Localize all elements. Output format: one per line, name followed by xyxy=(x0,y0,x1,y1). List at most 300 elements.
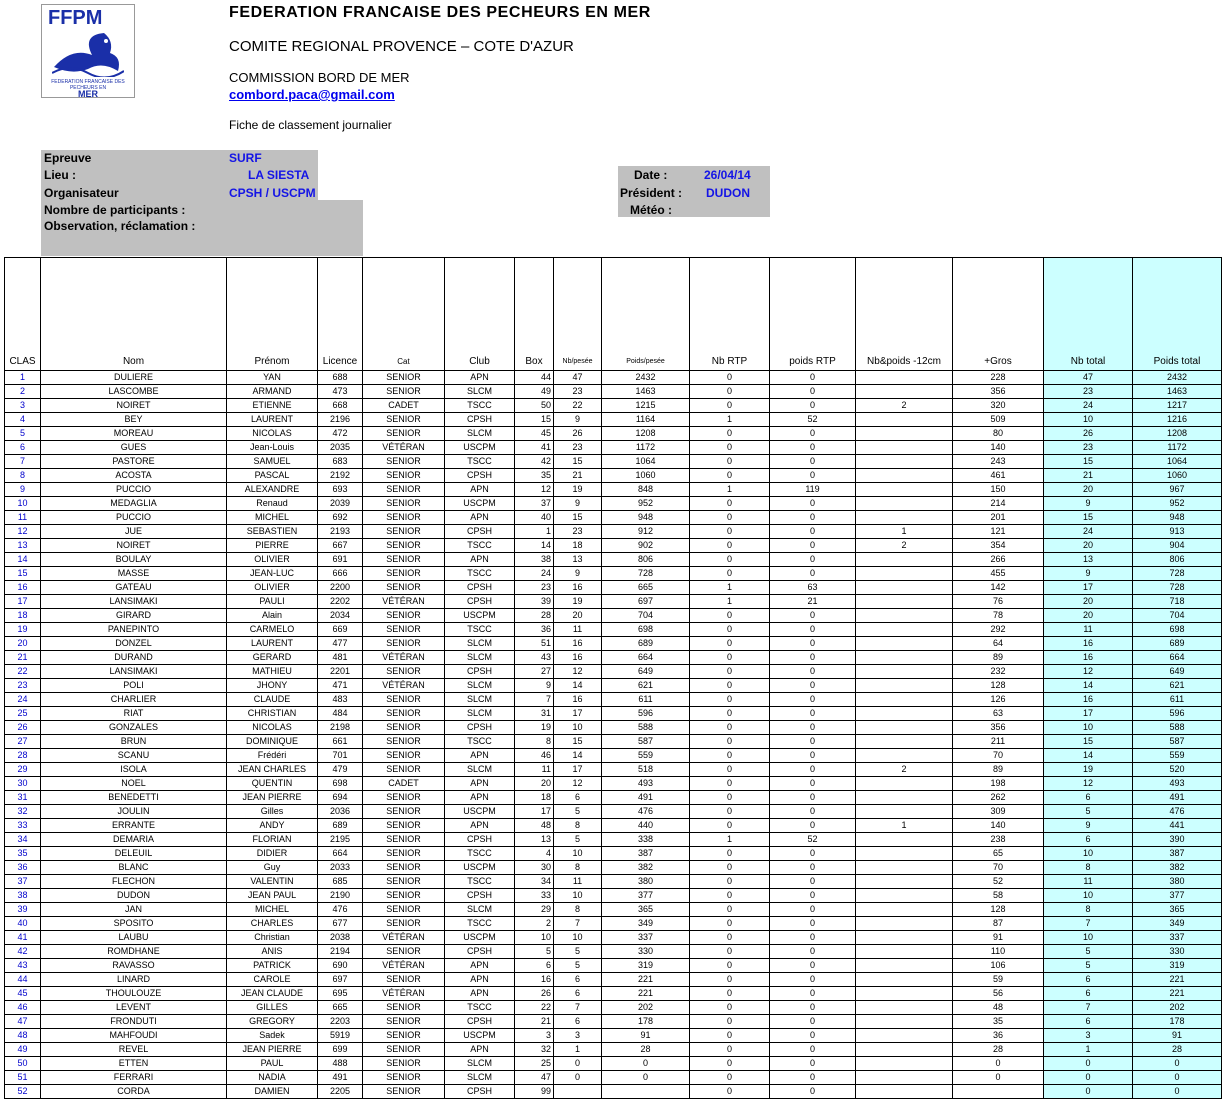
cell-prenom: NICOLAS xyxy=(227,721,318,735)
cell-poids-total: 664 xyxy=(1133,651,1222,665)
table-row xyxy=(5,371,1222,385)
col-poids-rtp: poids RTP xyxy=(770,258,856,371)
cell-clas: 7 xyxy=(5,455,41,469)
cell-cat: SENIOR xyxy=(363,763,445,777)
cell-nb-poids-12cm xyxy=(856,1001,953,1015)
cell-gros: 232 xyxy=(953,665,1044,679)
cell-poids-total: 806 xyxy=(1133,553,1222,567)
cell-box: 35 xyxy=(515,469,554,483)
cell-club: APN xyxy=(445,553,515,567)
cell-poids-rtp: 0 xyxy=(770,441,856,455)
cell-poids-rtp: 0 xyxy=(770,749,856,763)
cell-nb-rtp: 0 xyxy=(690,1057,770,1071)
cell-licence: 2195 xyxy=(318,833,363,847)
cell-box: 17 xyxy=(515,805,554,819)
cell-nb-total: 47 xyxy=(1044,371,1133,385)
cell-nb-rtp: 0 xyxy=(690,1043,770,1057)
cell-club: CPSH xyxy=(445,721,515,735)
cell-gros: 80 xyxy=(953,427,1044,441)
cell-poids-pesee xyxy=(602,1085,690,1099)
cell-licence: 2205 xyxy=(318,1085,363,1099)
cell-nb-pesee xyxy=(554,1085,602,1099)
cell-nb-rtp: 0 xyxy=(690,609,770,623)
cell-cat: SENIOR xyxy=(363,805,445,819)
cell-clas: 13 xyxy=(5,539,41,553)
cell-cat: SENIOR xyxy=(363,889,445,903)
cell-licence: 2196 xyxy=(318,413,363,427)
cell-nb-poids-12cm xyxy=(856,679,953,693)
cell-clas: 11 xyxy=(5,511,41,525)
cell-licence: 2201 xyxy=(318,665,363,679)
cell-poids-total: 202 xyxy=(1133,1001,1222,1015)
cell-clas: 20 xyxy=(5,637,41,651)
cell-poids-rtp: 0 xyxy=(770,861,856,875)
cell-clas: 18 xyxy=(5,609,41,623)
cell-box: 1 xyxy=(515,525,554,539)
cell-prenom: JEAN PAUL xyxy=(227,889,318,903)
table-row xyxy=(5,1057,1222,1071)
cell-nb-pesee: 10 xyxy=(554,721,602,735)
cell-clas: 28 xyxy=(5,749,41,763)
cell-nb-total: 1 xyxy=(1044,1043,1133,1057)
cell-licence: 688 xyxy=(318,371,363,385)
table-row xyxy=(5,875,1222,889)
cell-gros: 461 xyxy=(953,469,1044,483)
table-row xyxy=(5,385,1222,399)
cell-licence: 698 xyxy=(318,777,363,791)
cell-gros: 48 xyxy=(953,1001,1044,1015)
cell-nom: NOIRET xyxy=(41,539,227,553)
cell-poids-total: 0 xyxy=(1133,1085,1222,1099)
cell-gros: 238 xyxy=(953,833,1044,847)
cell-club: SLCM xyxy=(445,693,515,707)
cell-nom: PANEPINTO xyxy=(41,623,227,637)
cell-poids-rtp: 0 xyxy=(770,399,856,413)
cell-box: 9 xyxy=(515,679,554,693)
cell-nb-total: 19 xyxy=(1044,763,1133,777)
cell-licence: 2033 xyxy=(318,861,363,875)
col-nb-pesee: Nb/pesée xyxy=(554,258,602,371)
cell-gros: 0 xyxy=(953,1071,1044,1085)
cell-cat: CADET xyxy=(363,777,445,791)
cell-poids-rtp: 0 xyxy=(770,525,856,539)
cell-licence: 477 xyxy=(318,637,363,651)
cell-cat: SENIOR xyxy=(363,623,445,637)
cell-box: 19 xyxy=(515,721,554,735)
cell-cat: SENIOR xyxy=(363,861,445,875)
cell-poids-pesee: 649 xyxy=(602,665,690,679)
cell-club: CPSH xyxy=(445,595,515,609)
cell-clas: 23 xyxy=(5,679,41,693)
cell-box: 30 xyxy=(515,861,554,875)
cell-poids-total: 349 xyxy=(1133,917,1222,931)
email-link[interactable]: combord.paca@gmail.com xyxy=(229,87,395,102)
table-row xyxy=(5,637,1222,651)
cell-poids-total: 0 xyxy=(1133,1071,1222,1085)
cell-nb-pesee: 26 xyxy=(554,427,602,441)
cell-gros: 56 xyxy=(953,987,1044,1001)
cell-clas: 27 xyxy=(5,735,41,749)
cell-poids-total: 611 xyxy=(1133,693,1222,707)
cell-clas: 41 xyxy=(5,931,41,945)
cell-box: 12 xyxy=(515,483,554,497)
cell-nb-rtp: 1 xyxy=(690,595,770,609)
cell-nom: RAVASSO xyxy=(41,959,227,973)
cell-clas: 43 xyxy=(5,959,41,973)
cell-cat: VÉTÉRAN xyxy=(363,441,445,455)
cell-nom: FERRARI xyxy=(41,1071,227,1085)
table-row xyxy=(5,805,1222,819)
cell-nom: LAUBU xyxy=(41,931,227,945)
cell-nb-rtp: 0 xyxy=(690,497,770,511)
cell-nb-poids-12cm xyxy=(856,931,953,945)
table-row xyxy=(5,497,1222,511)
cell-club: APN xyxy=(445,1043,515,1057)
cell-poids-pesee: 948 xyxy=(602,511,690,525)
cell-prenom: JHONY xyxy=(227,679,318,693)
cell-nb-pesee: 7 xyxy=(554,1001,602,1015)
cell-poids-pesee: 337 xyxy=(602,931,690,945)
cell-nb-poids-12cm xyxy=(856,805,953,819)
cell-clas: 4 xyxy=(5,413,41,427)
cell-licence: 2190 xyxy=(318,889,363,903)
cell-gros: 91 xyxy=(953,931,1044,945)
cell-prenom: Frédéri xyxy=(227,749,318,763)
cell-cat: SENIOR xyxy=(363,1001,445,1015)
cell-clas: 1 xyxy=(5,371,41,385)
cell-clas: 45 xyxy=(5,987,41,1001)
cell-poids-total: 1216 xyxy=(1133,413,1222,427)
cell-poids-pesee: 587 xyxy=(602,735,690,749)
cell-nom: JUE xyxy=(41,525,227,539)
cell-clas: 21 xyxy=(5,651,41,665)
cell-nom: CHARLIER xyxy=(41,693,227,707)
cell-poids-rtp: 0 xyxy=(770,553,856,567)
cell-nb-total: 10 xyxy=(1044,721,1133,735)
cell-poids-rtp: 0 xyxy=(770,623,856,637)
cell-nb-poids-12cm xyxy=(856,1029,953,1043)
table-row xyxy=(5,707,1222,721)
cell-gros: 356 xyxy=(953,721,1044,735)
cell-prenom: CHARLES xyxy=(227,917,318,931)
cell-nb-pesee: 10 xyxy=(554,889,602,903)
table-row xyxy=(5,581,1222,595)
cell-nb-poids-12cm xyxy=(856,749,953,763)
cell-nb-poids-12cm xyxy=(856,959,953,973)
cell-nb-pesee: 9 xyxy=(554,413,602,427)
table-row xyxy=(5,455,1222,469)
cell-nb-rtp: 0 xyxy=(690,903,770,917)
table-row xyxy=(5,777,1222,791)
cell-poids-rtp: 0 xyxy=(770,735,856,749)
cell-poids-rtp: 0 xyxy=(770,609,856,623)
cell-poids-rtp: 0 xyxy=(770,469,856,483)
cell-nb-total: 6 xyxy=(1044,791,1133,805)
cell-poids-rtp: 0 xyxy=(770,791,856,805)
cell-nb-pesee: 3 xyxy=(554,1029,602,1043)
cell-nb-rtp: 0 xyxy=(690,693,770,707)
cell-nb-pesee: 21 xyxy=(554,469,602,483)
cell-licence: 666 xyxy=(318,567,363,581)
president-label: Président : xyxy=(620,186,683,200)
cell-poids-total: 728 xyxy=(1133,567,1222,581)
cell-nb-total: 0 xyxy=(1044,1085,1133,1099)
cell-club: SLCM xyxy=(445,679,515,693)
table-row xyxy=(5,427,1222,441)
fish-icon xyxy=(52,27,124,77)
cell-nom: FRONDUTI xyxy=(41,1015,227,1029)
col-nb-rtp: Nb RTP xyxy=(690,258,770,371)
cell-cat: SENIOR xyxy=(363,1071,445,1085)
cell-licence: 693 xyxy=(318,483,363,497)
cell-nb-poids-12cm xyxy=(856,847,953,861)
cell-nom: GATEAU xyxy=(41,581,227,595)
cell-nb-total: 7 xyxy=(1044,917,1133,931)
cell-nb-pesee: 23 xyxy=(554,441,602,455)
cell-club: TSCC xyxy=(445,623,515,637)
cell-gros: 59 xyxy=(953,973,1044,987)
cell-club: TSCC xyxy=(445,875,515,889)
cell-cat: SENIOR xyxy=(363,525,445,539)
cell-nom: GONZALES xyxy=(41,721,227,735)
cell-nb-poids-12cm xyxy=(856,427,953,441)
cell-prenom: JEAN-LUC xyxy=(227,567,318,581)
table-row xyxy=(5,483,1222,497)
cell-nb-rtp: 0 xyxy=(690,917,770,931)
cell-clas: 24 xyxy=(5,693,41,707)
cell-prenom: VALENTIN xyxy=(227,875,318,889)
cell-club: CPSH xyxy=(445,665,515,679)
cell-club: SLCM xyxy=(445,651,515,665)
cell-nb-poids-12cm xyxy=(856,553,953,567)
cell-clas: 15 xyxy=(5,567,41,581)
cell-poids-total: 704 xyxy=(1133,609,1222,623)
cell-licence: 694 xyxy=(318,791,363,805)
cell-licence: 685 xyxy=(318,875,363,889)
cell-prenom: CAROLE xyxy=(227,973,318,987)
cell-cat: SENIOR xyxy=(363,721,445,735)
cell-cat: SENIOR xyxy=(363,413,445,427)
cell-poids-pesee: 728 xyxy=(602,567,690,581)
cell-nb-rtp: 0 xyxy=(690,959,770,973)
col-club: Club xyxy=(445,258,515,371)
cell-nb-total: 8 xyxy=(1044,903,1133,917)
cell-poids-rtp: 0 xyxy=(770,1071,856,1085)
cell-box: 11 xyxy=(515,763,554,777)
cell-cat: SENIOR xyxy=(363,385,445,399)
cell-poids-pesee: 493 xyxy=(602,777,690,791)
cell-clas: 52 xyxy=(5,1085,41,1099)
cell-box: 33 xyxy=(515,889,554,903)
cell-nb-poids-12cm xyxy=(856,945,953,959)
table-row xyxy=(5,1015,1222,1029)
cell-poids-rtp: 0 xyxy=(770,805,856,819)
cell-nb-total: 11 xyxy=(1044,623,1133,637)
table-row xyxy=(5,441,1222,455)
cell-nb-rtp: 0 xyxy=(690,553,770,567)
cell-nb-rtp: 0 xyxy=(690,427,770,441)
cell-nb-pesee: 19 xyxy=(554,483,602,497)
cell-nb-rtp: 1 xyxy=(690,833,770,847)
cell-nom: GIRARD xyxy=(41,609,227,623)
cell-poids-pesee: 697 xyxy=(602,595,690,609)
table-row xyxy=(5,861,1222,875)
cell-prenom: FLORIAN xyxy=(227,833,318,847)
cell-nb-total: 14 xyxy=(1044,749,1133,763)
cell-poids-rtp: 0 xyxy=(770,707,856,721)
logo-text: FFPM xyxy=(48,7,103,29)
cell-licence: 683 xyxy=(318,455,363,469)
cell-nb-rtp: 0 xyxy=(690,1085,770,1099)
cell-prenom: MICHEL xyxy=(227,903,318,917)
cell-box: 24 xyxy=(515,567,554,581)
cell-nb-rtp: 0 xyxy=(690,371,770,385)
cell-nb-poids-12cm xyxy=(856,973,953,987)
cell-gros: 228 xyxy=(953,371,1044,385)
cell-nb-total: 9 xyxy=(1044,497,1133,511)
cell-nb-rtp: 0 xyxy=(690,945,770,959)
cell-nb-poids-12cm xyxy=(856,1015,953,1029)
cell-nb-total: 23 xyxy=(1044,385,1133,399)
cell-nb-total: 0 xyxy=(1044,1071,1133,1085)
cell-club: TSCC xyxy=(445,399,515,413)
cell-cat: SENIOR xyxy=(363,581,445,595)
cell-prenom: PAULI xyxy=(227,595,318,609)
cell-clas: 33 xyxy=(5,819,41,833)
cell-poids-rtp: 0 xyxy=(770,917,856,931)
cell-box: 8 xyxy=(515,735,554,749)
cell-clas: 29 xyxy=(5,763,41,777)
cell-poids-rtp: 0 xyxy=(770,875,856,889)
cell-box: 14 xyxy=(515,539,554,553)
cell-poids-rtp: 0 xyxy=(770,1029,856,1043)
cell-poids-pesee: 902 xyxy=(602,539,690,553)
cell-box: 44 xyxy=(515,371,554,385)
cell-box: 26 xyxy=(515,987,554,1001)
cell-poids-pesee: 952 xyxy=(602,497,690,511)
cell-cat: SENIOR xyxy=(363,637,445,651)
cell-nb-total: 16 xyxy=(1044,651,1133,665)
cell-club: APN xyxy=(445,749,515,763)
cell-licence: 483 xyxy=(318,693,363,707)
cell-box: 15 xyxy=(515,413,554,427)
cell-nom: MASSE xyxy=(41,567,227,581)
cell-licence: 2200 xyxy=(318,581,363,595)
cell-nb-poids-12cm xyxy=(856,693,953,707)
table-row xyxy=(5,987,1222,1001)
cell-licence: 661 xyxy=(318,735,363,749)
cell-clas: 42 xyxy=(5,945,41,959)
cell-club: CPSH xyxy=(445,1085,515,1099)
cell-box: 36 xyxy=(515,623,554,637)
cell-poids-pesee: 349 xyxy=(602,917,690,931)
cell-prenom: Alain xyxy=(227,609,318,623)
cell-licence: 479 xyxy=(318,763,363,777)
cell-poids-total: 967 xyxy=(1133,483,1222,497)
cell-nb-rtp: 0 xyxy=(690,399,770,413)
cell-clas: 22 xyxy=(5,665,41,679)
cell-nb-poids-12cm xyxy=(856,1057,953,1071)
cell-prenom: Christian xyxy=(227,931,318,945)
cell-club: APN xyxy=(445,791,515,805)
cell-gros: 140 xyxy=(953,441,1044,455)
cell-nb-poids-12cm xyxy=(856,791,953,805)
table-row xyxy=(5,917,1222,931)
table-row xyxy=(5,1001,1222,1015)
cell-club: CPSH xyxy=(445,945,515,959)
cell-nom: ROMDHANE xyxy=(41,945,227,959)
cell-nb-poids-12cm xyxy=(856,371,953,385)
cell-licence: 701 xyxy=(318,749,363,763)
cell-gros: 0 xyxy=(953,1057,1044,1071)
cell-prenom: Renaud xyxy=(227,497,318,511)
cell-gros: 266 xyxy=(953,553,1044,567)
cell-box: 99 xyxy=(515,1085,554,1099)
col-poids-pesee: Poids/pesée xyxy=(602,258,690,371)
cell-poids-rtp: 0 xyxy=(770,1015,856,1029)
cell-clas: 47 xyxy=(5,1015,41,1029)
col-nom: Nom xyxy=(41,258,227,371)
cell-poids-total: 0 xyxy=(1133,1057,1222,1071)
cell-poids-rtp: 0 xyxy=(770,497,856,511)
cell-club: SLCM xyxy=(445,1057,515,1071)
cell-poids-total: 365 xyxy=(1133,903,1222,917)
cell-box: 2 xyxy=(515,917,554,931)
cell-licence: 677 xyxy=(318,917,363,931)
cell-prenom: DAMIEN xyxy=(227,1085,318,1099)
cell-clas: 30 xyxy=(5,777,41,791)
cell-licence: 2035 xyxy=(318,441,363,455)
cell-nb-total: 20 xyxy=(1044,483,1133,497)
cell-prenom: CLAUDE xyxy=(227,693,318,707)
cell-gros: 65 xyxy=(953,847,1044,861)
cell-poids-pesee: 1164 xyxy=(602,413,690,427)
cell-poids-total: 559 xyxy=(1133,749,1222,763)
cell-gros: 121 xyxy=(953,525,1044,539)
cell-club: USCPM xyxy=(445,1029,515,1043)
cell-nb-pesee: 0 xyxy=(554,1071,602,1085)
cell-gros: 214 xyxy=(953,497,1044,511)
cell-licence: 689 xyxy=(318,819,363,833)
cell-licence: 695 xyxy=(318,987,363,1001)
cell-nb-poids-12cm xyxy=(856,861,953,875)
cell-nb-pesee: 23 xyxy=(554,385,602,399)
cell-licence: 669 xyxy=(318,623,363,637)
cell-prenom: JEAN CHARLES xyxy=(227,763,318,777)
cell-clas: 49 xyxy=(5,1043,41,1057)
cell-nb-total: 16 xyxy=(1044,637,1133,651)
president-value: DUDON xyxy=(706,186,750,200)
cell-poids-total: 337 xyxy=(1133,931,1222,945)
cell-nb-rtp: 0 xyxy=(690,1001,770,1015)
cell-gros: 309 xyxy=(953,805,1044,819)
cell-nb-poids-12cm xyxy=(856,1085,953,1099)
cell-gros: 87 xyxy=(953,917,1044,931)
cell-nb-pesee: 11 xyxy=(554,623,602,637)
cell-prenom: MICHEL xyxy=(227,511,318,525)
cell-clas: 25 xyxy=(5,707,41,721)
cell-licence: 2202 xyxy=(318,595,363,609)
cell-club: APN xyxy=(445,777,515,791)
cell-poids-pesee: 338 xyxy=(602,833,690,847)
cell-poids-rtp: 119 xyxy=(770,483,856,497)
cell-cat: SENIOR xyxy=(363,1029,445,1043)
cell-nb-rtp: 0 xyxy=(690,931,770,945)
cell-cat: SENIOR xyxy=(363,819,445,833)
cell-box: 34 xyxy=(515,875,554,889)
table-row xyxy=(5,1071,1222,1085)
date-label: Date : xyxy=(634,168,668,182)
